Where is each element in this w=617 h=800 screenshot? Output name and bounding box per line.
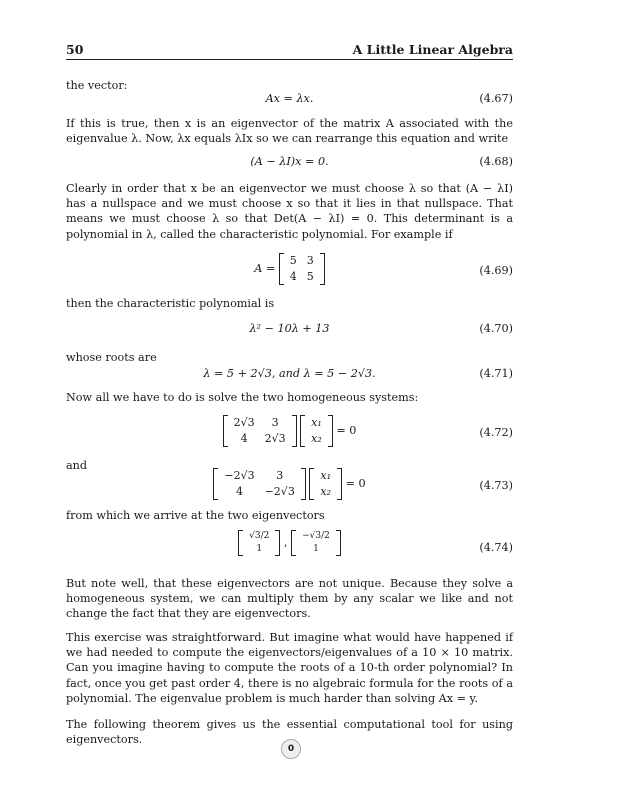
unknown-vector — [309, 468, 342, 500]
equation-number: (4.69) — [479, 264, 513, 277]
equation-4-72 — [66, 415, 513, 451]
equation-body: λ = 5 + 2√3, and λ = 5 − 2√3. — [203, 367, 376, 380]
coefficient-matrix — [223, 415, 297, 447]
matrix-cell: 2√3 — [264, 432, 286, 445]
matrix-cell: 5 — [306, 270, 314, 283]
matrix-cell: 4 — [235, 485, 243, 498]
equation-number: (4.73) — [479, 479, 513, 492]
unknown-vector — [300, 415, 333, 447]
paragraph: then the characteristic polynomial is — [66, 297, 275, 310]
equation-4-73 — [66, 468, 513, 504]
equation-body: Ax = λx. — [265, 92, 314, 105]
matrix-cell: 2√3 — [233, 416, 255, 429]
matrix-cell: 3 — [306, 254, 314, 267]
vector-cell: 1 — [256, 544, 263, 554]
equation-number: (4.72) — [479, 426, 513, 439]
paragraph: The following theorem gives us the essential computational tool for using eigenvectors. — [66, 718, 513, 747]
equation-body — [66, 253, 513, 285]
running-header — [66, 42, 513, 57]
paragraph: This exercise was straightforward. But imagine what would have happened if we had needed to compute the eigenvectors/eigenvalues of a 10 × 10 matrix. Can you imagine having to compute the roots of a 10-th order polynomial? In fact, once you get past order 4, there is no algebraic formula for the roots of a polynomial. The eigenvalue problem is much harder than solving Ax = y. — [66, 631, 513, 705]
equation-number: (4.68) — [479, 155, 513, 168]
matrix-cell: 4 — [240, 432, 248, 445]
equation-4-74 — [66, 530, 513, 566]
equation-body — [66, 530, 513, 556]
matrix-cell: 3 — [276, 469, 284, 482]
paragraph: But note well, that these eigenvectors are not unique. Because they solve a homogeneous system, we can multiply them by any scalar we like and not change the fact that they are eigenvectors. — [66, 577, 513, 621]
header-rule — [66, 59, 513, 60]
page-number: 50 — [66, 42, 84, 57]
page-badge: 0 — [281, 739, 301, 759]
equation-body: λ² − 10λ + 13 — [249, 322, 330, 335]
vector-cell: −√3/2 — [302, 531, 330, 541]
matrix-cell: 5 — [289, 254, 297, 267]
paragraph: and — [66, 459, 88, 472]
book-title: A Little Linear Algebra — [352, 42, 513, 57]
equation-number: (4.70) — [479, 322, 513, 335]
equation-4-69 — [66, 253, 513, 289]
matrix-A — [279, 253, 325, 285]
matrix-lhs: A = — [254, 262, 276, 275]
vector-cell: x₂ — [320, 485, 332, 498]
equation-body — [66, 468, 513, 500]
matrix-cell: 4 — [289, 270, 297, 283]
vector-cell: 1 — [313, 544, 319, 554]
paragraph: the vector: — [66, 79, 128, 92]
eigenvector-1 — [238, 530, 280, 556]
eigenvector-2 — [291, 530, 341, 556]
paragraph: Now all we have to do is solve the two homogeneous systems: — [66, 391, 419, 404]
equation-body — [66, 415, 513, 447]
paragraph: Clearly in order that x be an eigenvector we must choose λ so that (A − λI) has a nullspace and we must choose x so that it lies in that nullspace. That means we must choose λ so that Det(A − λI) = 0. This determinant is a polynomial in λ, called the characteristic polynomial. For example if — [66, 182, 513, 241]
equation-number: (4.74) — [479, 541, 513, 554]
equation-number: (4.71) — [479, 367, 513, 380]
equation-rhs: = 0 — [336, 424, 357, 437]
equation-rhs: = 0 — [345, 477, 366, 490]
vector-cell: x₁ — [311, 416, 322, 429]
vector-cell: x₁ — [320, 469, 332, 482]
matrix-cell: 3 — [271, 416, 279, 429]
matrix-cell: −2√3 — [264, 485, 295, 498]
vector-cell: x₂ — [311, 432, 322, 445]
paragraph: whose roots are — [66, 351, 157, 364]
coefficient-matrix — [213, 468, 305, 500]
paragraph: from which we arrive at the two eigenvectors — [66, 509, 325, 522]
vector-separator: , — [283, 536, 288, 549]
equation-number: (4.67) — [479, 92, 513, 105]
paragraph: If this is true, then x is an eigenvector of the matrix A associated with the eigenvalue λ. Now, λx equals λIx so we can rearrange this equation and write — [66, 117, 513, 146]
matrix-cell: −2√3 — [224, 469, 255, 482]
equation-body: (A − λI)x = 0. — [250, 155, 329, 168]
vector-cell: √3/2 — [249, 531, 270, 541]
